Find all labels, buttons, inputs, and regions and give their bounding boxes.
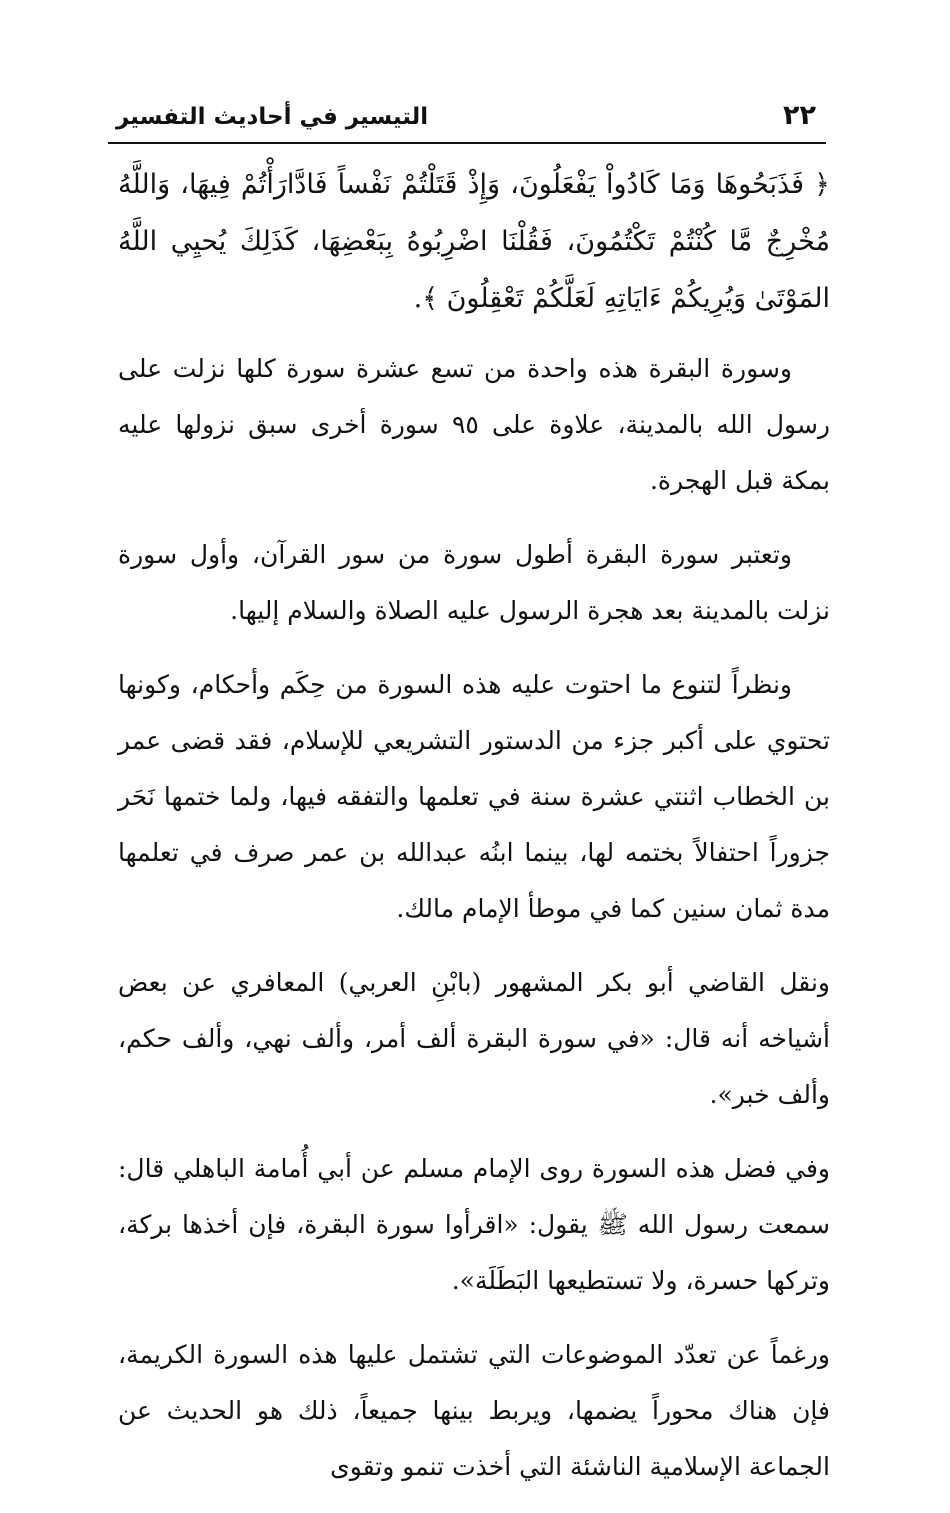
- paragraph-longest-surah: وتعتبر سورة البقرة أطول سورة من سور القرآن، وأول سورة نزلت بالمدينة بعد هجرة الرسول عليه الصلاة والسلام إليها.: [118, 540, 830, 625]
- paragraph-central-theme: ورغماً عن تعدّد الموضوعات التي تشتمل عليها هذه السورة الكريمة، فإن هناك محوراً يضمها، ويربط بينها جميعاً، ذلك هو الحديث عن الجماعة الإسلامية الناشئة التي أخذت تنمو وتقوى: [118, 1340, 830, 1481]
- paragraph-surah-count: وسورة البقرة هذه واحدة من تسع عشرة سورة كلها نزلت على رسول الله بالمدينة، علاوة على ٩٥ سورة أخرى سبق نزولها عليه بمكة قبل الهجرة.: [118, 354, 830, 495]
- running-header: [108, 98, 826, 144]
- page-number: ٢٢: [783, 100, 816, 131]
- paragraph-ibn-arabi-quote: ونقل القاضي أبو بكر المشهور (بابْنِ العربي) المعافري عن بعض أشياخه أنه قال: «في سورة البقرة ألف أمر، وألف نهي، وألف حكم، وألف خبر».: [118, 968, 830, 1109]
- running-title: التيسير في أحاديث التفسير: [116, 104, 429, 130]
- quran-verse: ﴿ فَذَبَحُوهَا وَمَا كَادُواْ يَفْعَلُونَ، وَإِذْ قَتَلْتُمْ نَفْساً فَادَّارَأْتُمْ فِيهَا، وَاللَّهُ مُخْرِجٌ مَّا كُنْتُمْ تَكْتُمُونَ، فَقُلْنَا اضْرِبُوهُ بِبَعْضِهَا، كَذَلِكَ يُحيِي اللَّهُ المَوْتَىٰ وَيُرِيكُمْ ءَايَاتِهِ لَعَلَّكُمْ تَعْقِلُونَ ﴾.: [118, 169, 830, 314]
- paragraph-umar-study: ونظراً لتنوع ما احتوت عليه هذه السورة من حِكَم وأحكام، وكونها تحتوي على أكبر جزء من الدستور التشريعي للإسلام، فقد قضى عمر بن الخطاب اثنتي عشرة سنة في تعلمها والتفقه فيها، ولما ختمها نَحَر جزوراً احتفالاً بختمه لها، بينما ابنُه عبدالله بن عمر صرف في تعلمها مدة ثمان سنين كما في موطأ الإمام مالك.: [118, 670, 830, 923]
- paragraph-virtue-hadith: وفي فضل هذه السورة روى الإمام مسلم عن أبي أُمامة الباهلي قال: سمعت رسول الله ﷺ يقول: «اقرأوا سورة البقرة، فإن أخذها بركة، وتركها حسرة، ولا تستطيعها البَطَلَة».: [118, 1154, 830, 1295]
- body-text: [118, 156, 830, 1513]
